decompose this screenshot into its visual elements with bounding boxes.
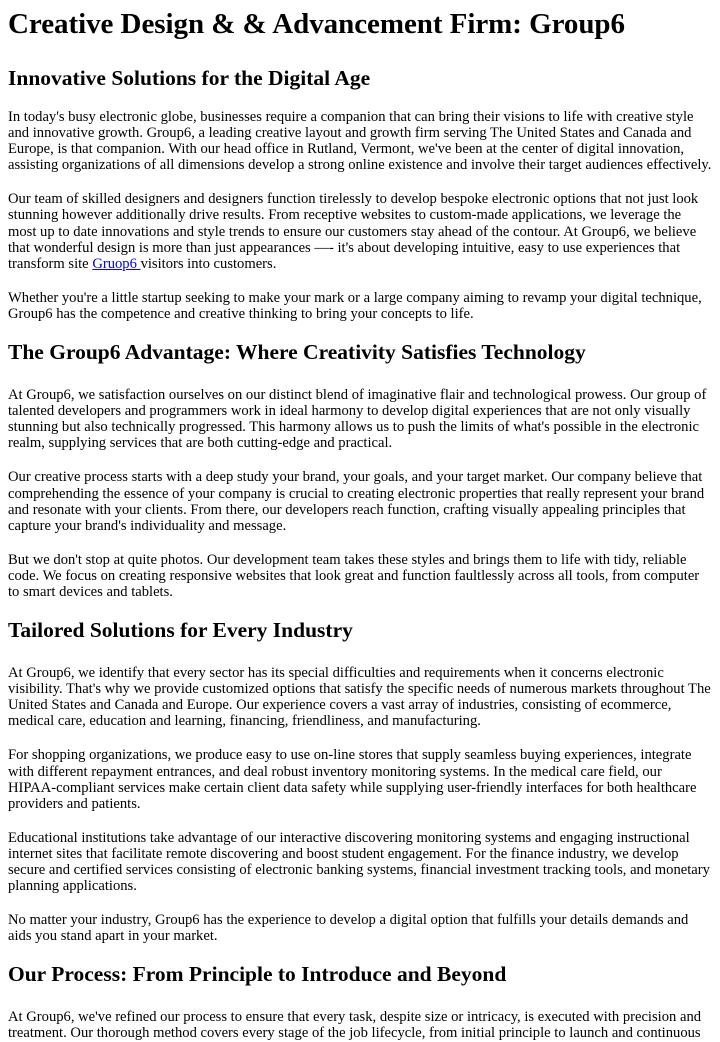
section-heading-our-process: Our Process: From Principle to Introduce and Beyond (8, 962, 507, 987)
article (0, 7, 720, 1042)
paragraph: At Group6, we've refined our process to ensure that every task, despite size or intricacy, is executed with precision and treatment. Our thorough method covers every stage of the job lifecycle, from initial principle to launch and continuous (8, 1009, 702, 1042)
section-heading-tailored-solutions: Tailored Solutions for Every Industry (8, 618, 353, 643)
paragraph: Our creative process starts with a deep study your brand, your goals, and your target market. Our company believe that comprehending the essence of your company is crucial to creating electronic properties that really represent your brand and resonate with your clients. From there, our developers reach function, crafting visually appealing principles that capture your brand's individuality and message. (8, 469, 705, 534)
paragraph: But we don't stop at quite photos. Our development team takes these styles and brings them to life with tidy, reliable code. We focus on creating responsive websites that look great and function faultlessly across all tools, from computer to smart devices and tablets. (8, 551, 700, 600)
paragraph: For shopping organizations, we produce easy to use on-line stores that supply seamless buying experiences, integrate with different repayment entrances, and deal robust inventory monitoring systems. In the medical care field, our HIPAA-compliant services make certain client data safety while supplying user-friendly interfaces for both healthcare providers and patients. (8, 747, 697, 812)
paragraph: No matter your industry, Group6 has the experience to develop a digital option that fulfills your details demands and aids you stand apart in your market. (8, 912, 689, 945)
paragraph: Whether you're a little startup seeking to make your mark or a large company aiming to revamp your digital technique, Group6 has the competence and creative thinking to bring your concepts to life. (8, 289, 702, 322)
paragraph: Educational institutions take advantage of our interactive discovering monitoring systems and engaging instructional internet sites that facilitate remote discovering and boost student engagement. For the finance industry, we develop secure and certified services consisting of electronic banking systems, financial investment tracking tools, and monetary planning applications. (8, 829, 710, 895)
page-title: Creative Design & & Advancement Firm: Group6 (8, 8, 625, 40)
paragraph-text: Our team of skilled designers and designers function tirelessly to develop bespoke electronic options that not just look stunning however additionally drive results. From receptive websites to custom-made applications, we leverage the most up to date innovations and style trends to ensure our customers stay ahead of the contour. At Group6, we believe that wonderful design is more than just appearances —- it's about developing intuitive, easy to use experiences that transform site (8, 191, 699, 272)
paragraph: At Group6, we identify that every sector has its special difficulties and requirements when it concerns electronic visibility. That's why we provide customized options that satisfy the specific needs of numerous markets throughout The United States and Canada and Europe. Our experience covers a vast array of industries, consisting of ecommerce, medical care, education and learning, financing, friendliness, and manufacturing. (8, 665, 711, 730)
section-heading-group6-advantage: The Group6 Advantage: Where Creativity Satisfies Technology (8, 340, 586, 365)
paragraph: At Group6, we satisfaction ourselves on our distinct blend of imaginative flair and technological prowess. Our group of talented developers and programmers work in ideal harmony to develop digital experiences that are not only visually stunning but also technically progressed. This harmony allows us to push the limits of what's possible in the electronic realm, supplying services that are both cutting-edge and practical. (8, 387, 707, 452)
paragraph-text: visitors into customers. (140, 255, 277, 272)
paragraph: In today's busy electronic globe, businesses require a companion that can bring their visions to life with creative style and innovative growth. Group6, a leading creative layout and growth firm serving The United States and Canada and Europe, is that companion. With our head office in Rutland, Vermont, we've been at the center of digital innovation, assisting organizations of all dimensions develop a strong online existence and involve their target audiences effectively. (8, 109, 712, 174)
paragraph-with-link (8, 191, 712, 271)
group6-link[interactable]: Gruop6 (92, 255, 141, 272)
section-heading-innovative-solutions: Innovative Solutions for the Digital Age (8, 66, 371, 90)
